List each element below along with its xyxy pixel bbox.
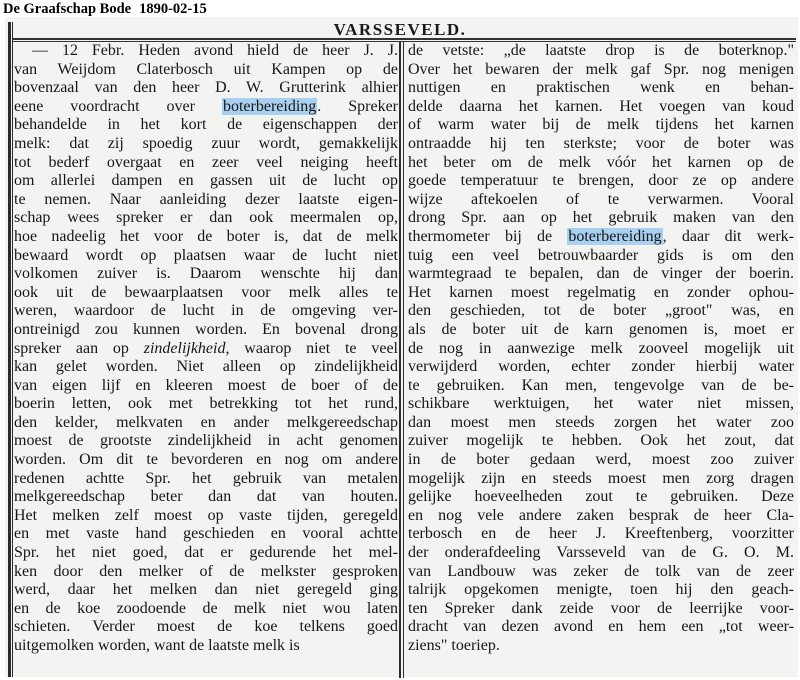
source-caption bbox=[3, 1, 207, 18]
text-line: worden. Om dit te bevorderen en nog om andere bbox=[14, 451, 398, 469]
emphasis-text: zindelijkheid bbox=[143, 339, 226, 357]
text-line: zuiver mogelijk te hebben. Ook het zout, dat bbox=[408, 432, 794, 450]
text-line: te gebruiken. Kan men, tengevolge van de be- bbox=[408, 376, 794, 394]
text-line: Het melken zelf moest op vaste tijden, geregeld bbox=[14, 506, 398, 524]
text-line: te nemen. Naar aanleiding dezer laatste eigen- bbox=[14, 190, 398, 208]
text-line: het beter om de melk vóór het karnen op de bbox=[408, 153, 794, 171]
text-line: spreker aan op zindelijkheid, waarop niet te veel bbox=[14, 339, 398, 357]
text-line: ook uit de bewaarplaatsen voor melk alles te bbox=[14, 283, 398, 301]
text-line: talrijk opgekomen menigte, toen hij den geach- bbox=[408, 581, 794, 599]
text-line: wijze aftekoelen of te verwarmen. Vooral bbox=[408, 190, 794, 208]
text-line: Spr. het niet goed, dat er gedurende het mel- bbox=[14, 544, 398, 562]
text-line: om allerlei dampen en gassen uit de lucht op bbox=[14, 172, 398, 190]
text-line: schieten. Verder moest de koe telkens goed bbox=[14, 618, 398, 636]
text-line: volkomen zuiver is. Daarom wenschte hij dan bbox=[14, 265, 398, 283]
text-line: schikbare werktuigen, het water niet missen, bbox=[408, 395, 794, 413]
text-line: nuttigen en praktischen wenk en behan- bbox=[408, 79, 794, 97]
text-line: van Weijdom Claterbosch uit Kampen op de bbox=[14, 60, 398, 78]
text-line: tot bederf overgaat en zeer veel neiging heeft bbox=[14, 153, 398, 171]
text-line: bovenzaal van den heer D. W. Grutterink alhier bbox=[14, 79, 398, 97]
text-line: terbosch en de heer J. Kreeftenberg, voorzitter bbox=[408, 525, 794, 543]
publication-date: 1890-02-15 bbox=[139, 1, 207, 17]
text-line: of warm water bij de melk tijdens het karnen bbox=[408, 116, 794, 134]
text-line: en met vaste hand geschieden en vooral achtte bbox=[14, 525, 398, 543]
text-line: bewaard wordt op plaatsen waar de lucht niet bbox=[14, 246, 398, 264]
text-line: dan moest men steeds zorgen het water zoo bbox=[408, 413, 794, 431]
text-line: gelijke hoeveelheden zout te gebruiken. Deze bbox=[408, 488, 794, 506]
text-line: melk: dat zij spoedig zuur wordt, gemakkelijk bbox=[14, 134, 398, 152]
text-line: weren, waardoor de lucht in de omgeving ver- bbox=[14, 302, 398, 320]
text-line: ken door den melker of de melkster gesproken bbox=[14, 562, 398, 580]
text-line: moest de grootste zindelijkheid in acht genomen bbox=[14, 432, 398, 450]
text-line: Over het bewaren der melk gaf Spr. nog menigen bbox=[408, 60, 794, 78]
text-line: van Landbouw was zeker de tolk van de zeer bbox=[408, 562, 794, 580]
text-line: en de koe zoodoende de melk niet wou laten bbox=[14, 599, 398, 617]
text-line: delde daarna het karnen. Het voegen van koud bbox=[408, 97, 794, 115]
text-line: mogelijk zijn en steeds moest men zorg dragen bbox=[408, 469, 794, 487]
text-line: redenen achtte Spr. het gebruik van metalen bbox=[14, 469, 398, 487]
text-line: warmtegraad te bepalen, dan de vinger der boerin. bbox=[408, 265, 794, 283]
text-line: hoe nadeelig het voor de boter is, dat de melk bbox=[14, 227, 398, 245]
text-line: boerin letten, ook met betrekking tot het rund, bbox=[14, 395, 398, 413]
text-line: eene voordracht over boterbereiding. Spreker bbox=[14, 97, 398, 115]
text-line: goede temperatuur te brengen, door ze op andere bbox=[408, 172, 794, 190]
text-line: thermometer bij de boterbereiding, daar dit werk- bbox=[408, 227, 794, 245]
text-line: ziens" toeriep. bbox=[408, 637, 500, 654]
text-line: Het karnen moest regelmatig en zonder ophou- bbox=[408, 283, 794, 301]
left-border-rule-thin bbox=[12, 22, 13, 677]
text-line: in de boter gedaan werd, moest zoo zuiver bbox=[408, 451, 794, 469]
text-line: verwijderd worden, echter zonder hierbij water bbox=[408, 358, 794, 376]
text-line: uitgemolken worden, want de laatste melk is bbox=[14, 637, 300, 654]
text-line: schap wees spreker er dan ook meermalen op, bbox=[14, 209, 398, 227]
text-line: melkgereedschap beter dan dat van houten. bbox=[14, 488, 398, 506]
article-column-left bbox=[14, 42, 398, 656]
column-divider bbox=[399, 42, 401, 678]
text-line: den kelder, melkvaten en ander melkgereedschap bbox=[14, 413, 398, 431]
text-line: de nog in aanwezige melk zooveel mogelijk uit bbox=[408, 339, 794, 357]
column-divider-thin bbox=[403, 42, 404, 678]
search-highlight: boterbereiding bbox=[222, 97, 317, 115]
text-line: behandelde in het kort de eigenschappen der bbox=[14, 116, 398, 134]
text-line: der onderafdeeling Varsseveld van de G. O. M. bbox=[408, 544, 794, 562]
article-column-right bbox=[408, 42, 794, 656]
text-line: ontreinigd zou kunnen worden. En bovenal drong bbox=[14, 320, 398, 338]
text-line: de vetste: „de laatste drop is de boterknop." bbox=[408, 42, 794, 59]
text-line: tuig een veel betrouwbaarder gids is om den bbox=[408, 246, 794, 264]
text-line: als de boter uit de karn genomen is, moet er bbox=[408, 320, 794, 338]
left-border-rule bbox=[8, 22, 11, 677]
text-line: en nog vele andere zaken besprak de heer Cla- bbox=[408, 506, 794, 524]
text-line: dracht van dezen avond en hem een „tot weer- bbox=[408, 618, 794, 636]
article-headline: VARSSEVELD. bbox=[333, 20, 467, 39]
text-line: werd, daar het melken dan niet geregeld ging bbox=[14, 581, 398, 599]
text-line: kan gelet worden. Niet alleen op zindelijkheid bbox=[14, 358, 398, 376]
text-line: ten Spreker dank zeide voor de leerrijke voor- bbox=[408, 599, 794, 617]
text-line: den geschieden, tot de boter „groot" was, en bbox=[408, 302, 794, 320]
text-line: drong Spr. aan op het gebruik maken van den bbox=[408, 209, 794, 227]
text-line: van eigen lijf en kleeren moest de boer of de bbox=[14, 376, 398, 394]
search-highlight: boterbereiding bbox=[568, 227, 662, 245]
text-line: — 12 Febr. Heden avond hield de heer J. J. bbox=[32, 42, 398, 59]
text-line: ontraadde hij ten sterkste; voor de boter was bbox=[408, 134, 794, 152]
newspaper-name: De Graafschap Bode bbox=[3, 1, 132, 17]
